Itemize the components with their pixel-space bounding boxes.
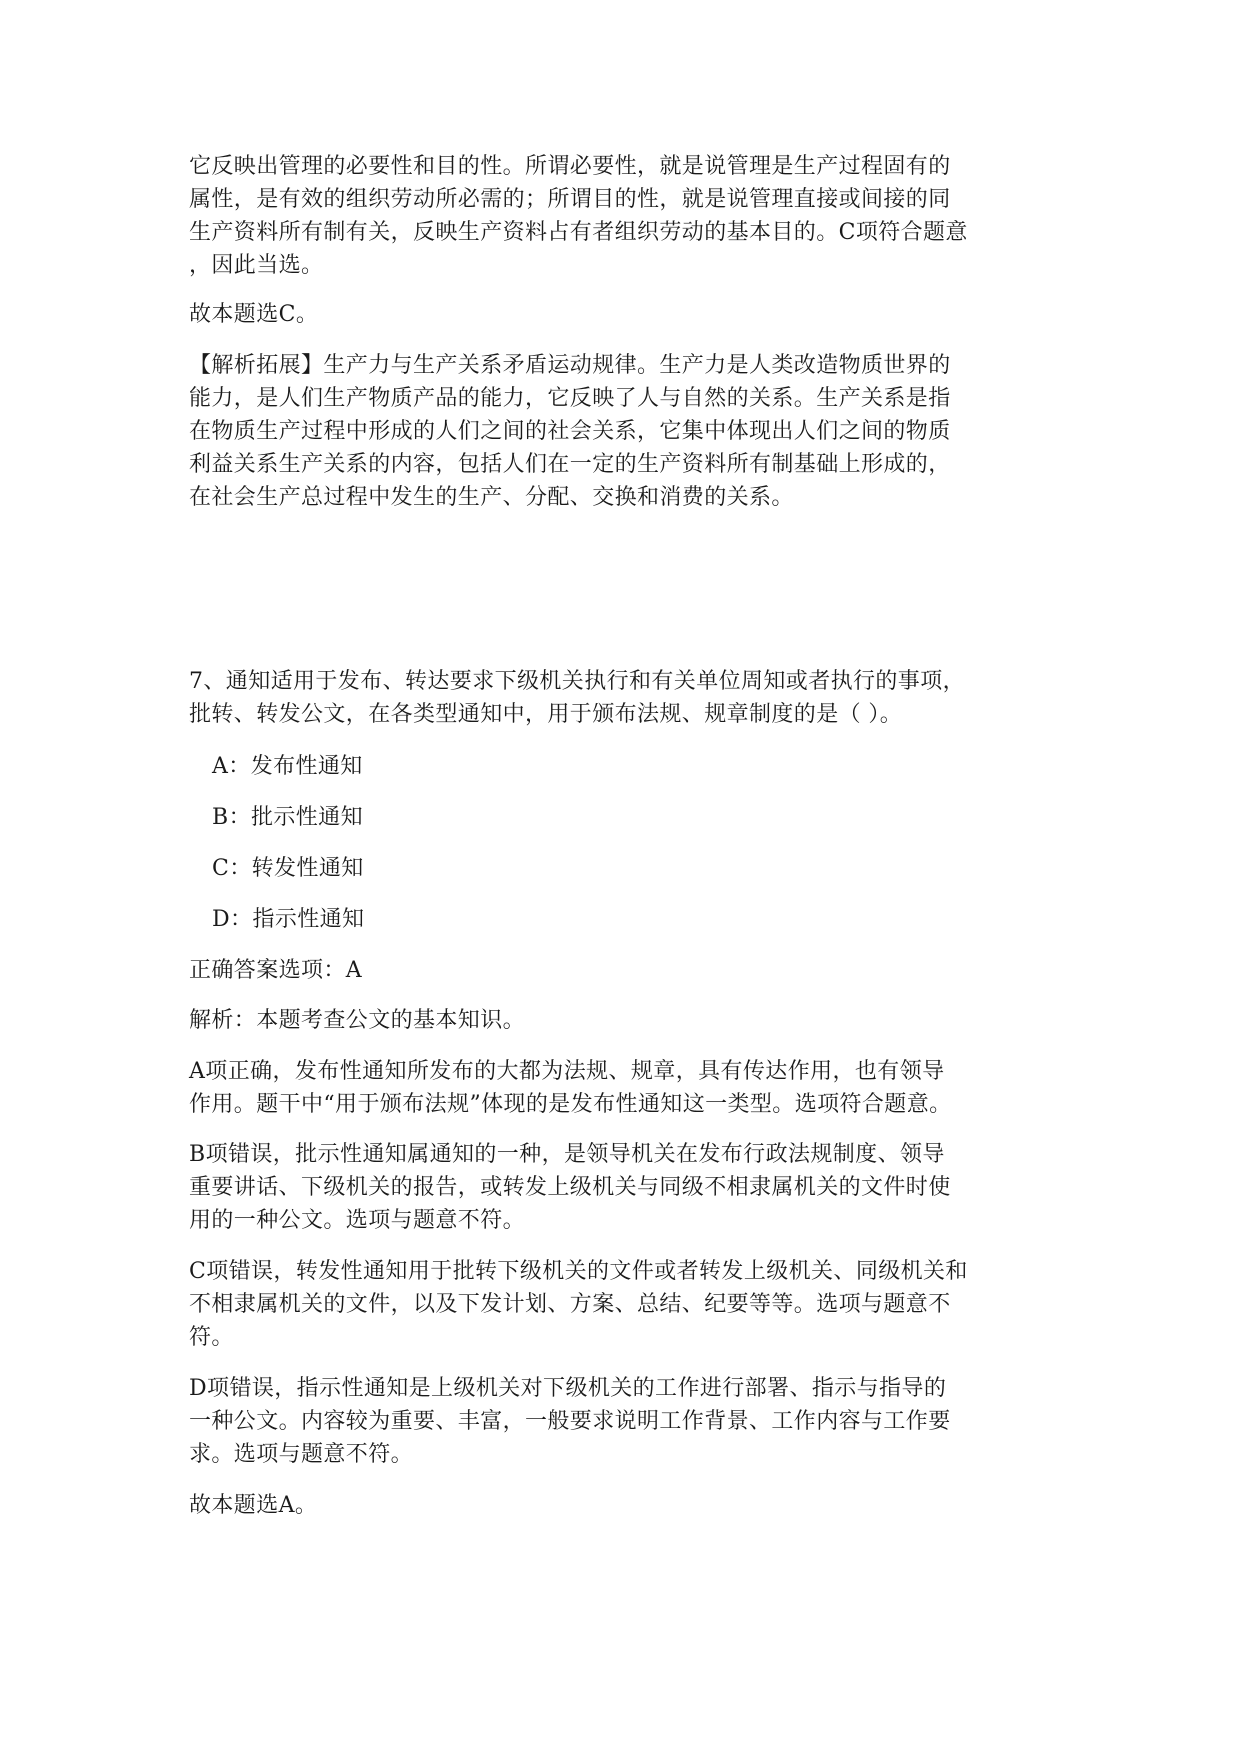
correct-answer: 正确答案选项：A [189,958,363,983]
prev-conclusion: 故本题选C。 [189,302,319,327]
analysis-extension: 【解析拓展】生产力与生产关系矛盾运动规律。生产力是人类改造物质世界的 能力，是人们生产物质产品的能力，它反映了人与自然的关系。生产关系是指 在物质生产过程中形成的人们之间的社会关系，它集中体现出人们之间的物质 利益关系生产关系的内容，包括人们在一定的生产资料所有制基础上形成的， 在社会生产总过程中发生的生产、分配、交换和消费的关系。 [189,353,951,510]
analysis-intro: 解析：本题考查公文的基本知识。 [189,1008,526,1033]
option-d: D：指示性通知 [212,907,365,932]
analysis-option-a: A项正确，发布性通知所发布的大都为法规、规章，具有传达作用，也有领导 作用。题干中“用于颁布法规”体现的是发布性通知这一类型。选项符合题意。 [189,1059,952,1117]
question-7-conclusion: 故本题选A。 [189,1493,318,1518]
option-b: B：批示性通知 [212,805,363,830]
option-c: C：转发性通知 [212,856,364,881]
prev-explanation-paragraph: 它反映出管理的必要性和目的性。所谓必要性，就是说管理是生产过程固有的 属性，是有效的组织劳动所必需的；所谓目的性，就是说管理直接或间接的同 生产资料所有制有关，反映生产资料占有者组织劳动的基本目的。C项符合题意 ，因此当选。 [189,154,968,278]
analysis-option-d: D项错误，指示性通知是上级机关对下级机关的工作进行部署、指示与指导的 一种公文。内容较为重要、丰富，一般要求说明工作背景、工作内容与工作要 求。选项与题意不符。 [189,1376,951,1467]
analysis-option-b: B项错误，批示性通知属通知的一种，是领导机关在发布行政法规制度、领导 重要讲话、下级机关的报告，或转发上级机关与同级不相隶属机关的文件时使 用的一种公文。选项与题意不符。 [189,1142,951,1233]
option-a: A：发布性通知 [212,754,363,779]
question-7-stem: 7、通知适用于发布、转达要求下级机关执行和有关单位周知或者执行的事项， 批转、转发公文，在各类型通知中，用于颁布法规、规章制度的是（ ）。 [189,669,965,727]
analysis-option-c: C项错误，转发性通知用于批转下级机关的文件或者转发上级机关、同级机关和 不相隶属机关的文件，以及下发计划、方案、总结、纪要等等。选项与题意不 符。 [189,1259,968,1350]
